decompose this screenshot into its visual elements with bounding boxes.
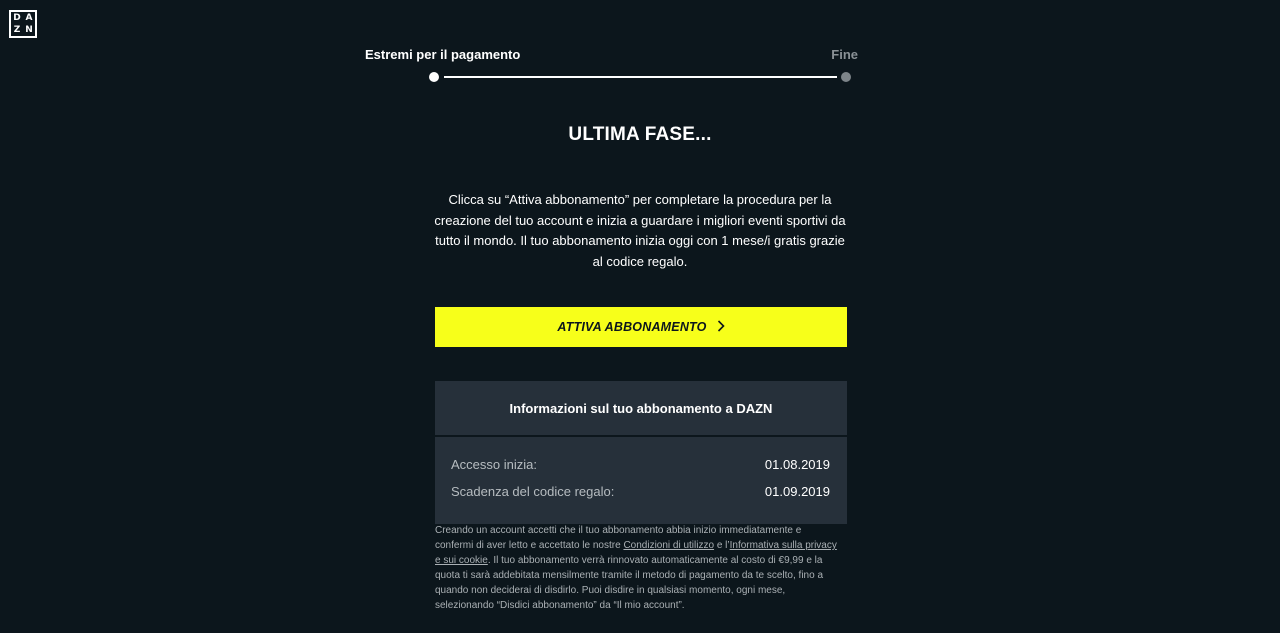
step-dot-end (841, 72, 851, 82)
dazn-logo[interactable] (9, 10, 37, 38)
step-dot-current (429, 72, 439, 82)
logo-letter: A (25, 12, 33, 23)
logo-letter: Z (13, 24, 21, 35)
logo-letter: N (25, 24, 33, 35)
step-label-payment: Estremi per il pagamento (365, 47, 521, 62)
progress-steps (365, 44, 860, 84)
subscription-info-details (435, 437, 847, 524)
step-progress-line (444, 76, 837, 78)
activate-subscription-label: ATTIVA ABBONAMENTO (557, 320, 707, 334)
privacy-policy-link[interactable]: Informativa sulla privacy e sui cookie (435, 540, 837, 566)
subscription-info-panel (435, 381, 847, 524)
legal-text-part: Creando un account accetti che il tuo abbonamento abbia inizio immediatamente e confermi di aver letto e accettato le nostre (435, 525, 802, 551)
description-text: Clicca su “Attiva abbonamento” per completare la procedura per la creazione del tuo account e inizia a guardare i migliori eventi sportivi da tutto il mondo. Il tuo abbonamento inizia oggi con 1 mese/i gratis grazie al codice regalo. (434, 192, 846, 269)
legal-text-part: e l’ (714, 540, 730, 551)
info-row-gift-expiry (451, 482, 830, 509)
chevron-right-icon (717, 319, 725, 335)
info-label: Scadenza del codice regalo: (451, 484, 615, 499)
info-value: 01.09.2019 (764, 484, 830, 499)
page-title: ULTIMA FASE... (568, 124, 712, 145)
activate-subscription-button[interactable] (435, 307, 847, 347)
logo-letter: D (13, 12, 21, 23)
info-label: Accesso inizia: (451, 457, 537, 472)
legal-text-part: . Il tuo abbonamento verrà rinnovato automaticamente al costo di €9,99 e la quota ti sarà addebitata mensilmente tramite il metodo di pagamento da te scelto, fino a quando non deciderai di disdirlo. Puoi disdire in qualsiasi momento, ogni mese, selezionando “Disdici abbonamento” da “Il mio account”. (435, 555, 824, 611)
terms-of-use-link[interactable]: Condizioni di utilizzo (623, 540, 715, 551)
info-row-access-start (451, 455, 830, 482)
subscription-info-heading: Informazioni sul tuo abbonamento a DAZN (435, 381, 847, 435)
info-value: 01.08.2019 (764, 457, 830, 472)
legal-text (435, 523, 840, 613)
step-label-end: Fine (831, 47, 858, 62)
